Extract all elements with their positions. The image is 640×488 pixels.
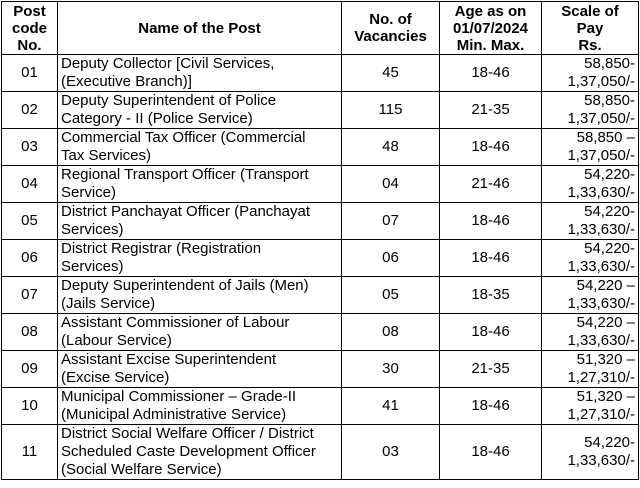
age-cell: 18-46 xyxy=(440,240,542,277)
vacancies-cell: 06 xyxy=(342,240,440,277)
vacancies-cell: 04 xyxy=(342,166,440,203)
pay-scale-cell: 54,220- 1,33,630/- xyxy=(542,240,639,277)
header-post-code: Post code No. xyxy=(2,2,58,55)
post-code-cell: 03 xyxy=(2,129,58,166)
vacancies-cell: 05 xyxy=(342,277,440,314)
table-row xyxy=(2,203,639,240)
header-age: Age as on 01/07/2024 Min. Max. xyxy=(440,2,542,55)
post-code-cell: 10 xyxy=(2,388,58,425)
pay-scale-cell: 58,850- 1,37,050/- xyxy=(542,92,639,129)
post-name-cell: District Social Welfare Officer / District Scheduled Caste Development Officer (Social Welfare Service) xyxy=(58,425,342,480)
table-row xyxy=(2,129,639,166)
pay-scale-cell: 51,320 – 1,27,310/- xyxy=(542,351,639,388)
post-code-cell: 09 xyxy=(2,351,58,388)
vacancies-cell: 08 xyxy=(342,314,440,351)
post-name-cell: Deputy Collector [Civil Services, (Executive Branch)] xyxy=(58,55,342,92)
post-name-cell: Assistant Commissioner of Labour (Labour Service) xyxy=(58,314,342,351)
vacancies-cell: 41 xyxy=(342,388,440,425)
header-pay-scale: Scale of Pay Rs. xyxy=(542,2,639,55)
pay-scale-cell: 54,220- 1,33,630/- xyxy=(542,203,639,240)
age-cell: 21-35 xyxy=(440,351,542,388)
header-vacancies: No. of Vacancies xyxy=(342,2,440,55)
post-code-cell: 02 xyxy=(2,92,58,129)
pay-scale-cell: 58,850 – 1,37,050/- xyxy=(542,129,639,166)
post-code-cell: 04 xyxy=(2,166,58,203)
post-name-cell: Assistant Excise Superintendent (Excise Service) xyxy=(58,351,342,388)
post-name-cell: Deputy Superintendent of Police Category - II (Police Service) xyxy=(58,92,342,129)
post-name-cell: District Panchayat Officer (Panchayat Services) xyxy=(58,203,342,240)
pay-scale-cell: 58,850- 1,37,050/- xyxy=(542,55,639,92)
post-name-cell: Deputy Superintendent of Jails (Men) (Jails Service) xyxy=(58,277,342,314)
age-cell: 18-46 xyxy=(440,388,542,425)
post-name-cell: Municipal Commissioner – Grade-II (Municipal Administrative Service) xyxy=(58,388,342,425)
table-row xyxy=(2,166,639,203)
vacancies-cell: 115 xyxy=(342,92,440,129)
vacancies-cell: 45 xyxy=(342,55,440,92)
post-name-cell: Regional Transport Officer (Transport Service) xyxy=(58,166,342,203)
table-header-row xyxy=(2,2,639,55)
table-row xyxy=(2,240,639,277)
age-cell: 21-46 xyxy=(440,166,542,203)
table-row xyxy=(2,351,639,388)
vacancies-cell: 48 xyxy=(342,129,440,166)
vacancy-table xyxy=(1,1,639,480)
vacancies-cell: 07 xyxy=(342,203,440,240)
age-cell: 18-46 xyxy=(440,203,542,240)
vacancy-table-container xyxy=(1,1,639,480)
table-row xyxy=(2,388,639,425)
age-cell: 18-46 xyxy=(440,425,542,480)
post-name-cell: District Registrar (Registration Services) xyxy=(58,240,342,277)
age-cell: 21-35 xyxy=(440,92,542,129)
pay-scale-cell: 54,220 – 1,33,630/- xyxy=(542,277,639,314)
pay-scale-cell: 54,220- 1,33,630/- xyxy=(542,166,639,203)
post-name-cell: Commercial Tax Officer (Commercial Tax Services) xyxy=(58,129,342,166)
post-code-cell: 06 xyxy=(2,240,58,277)
table-row xyxy=(2,92,639,129)
pay-scale-cell: 51,320 – 1,27,310/- xyxy=(542,388,639,425)
pay-scale-cell: 54,220 – 1,33,630/- xyxy=(542,314,639,351)
post-code-cell: 08 xyxy=(2,314,58,351)
age-cell: 18-46 xyxy=(440,55,542,92)
pay-scale-cell: 54,220- 1,33,630/- xyxy=(542,425,639,480)
vacancies-cell: 30 xyxy=(342,351,440,388)
vacancies-cell: 03 xyxy=(342,425,440,480)
table-row xyxy=(2,425,639,480)
post-code-cell: 05 xyxy=(2,203,58,240)
post-code-cell: 11 xyxy=(2,425,58,480)
post-code-cell: 01 xyxy=(2,55,58,92)
age-cell: 18-35 xyxy=(440,277,542,314)
age-cell: 18-46 xyxy=(440,129,542,166)
table-row xyxy=(2,277,639,314)
age-cell: 18-46 xyxy=(440,314,542,351)
header-post-name: Name of the Post xyxy=(58,2,342,55)
post-code-cell: 07 xyxy=(2,277,58,314)
table-row xyxy=(2,314,639,351)
table-row xyxy=(2,55,639,92)
